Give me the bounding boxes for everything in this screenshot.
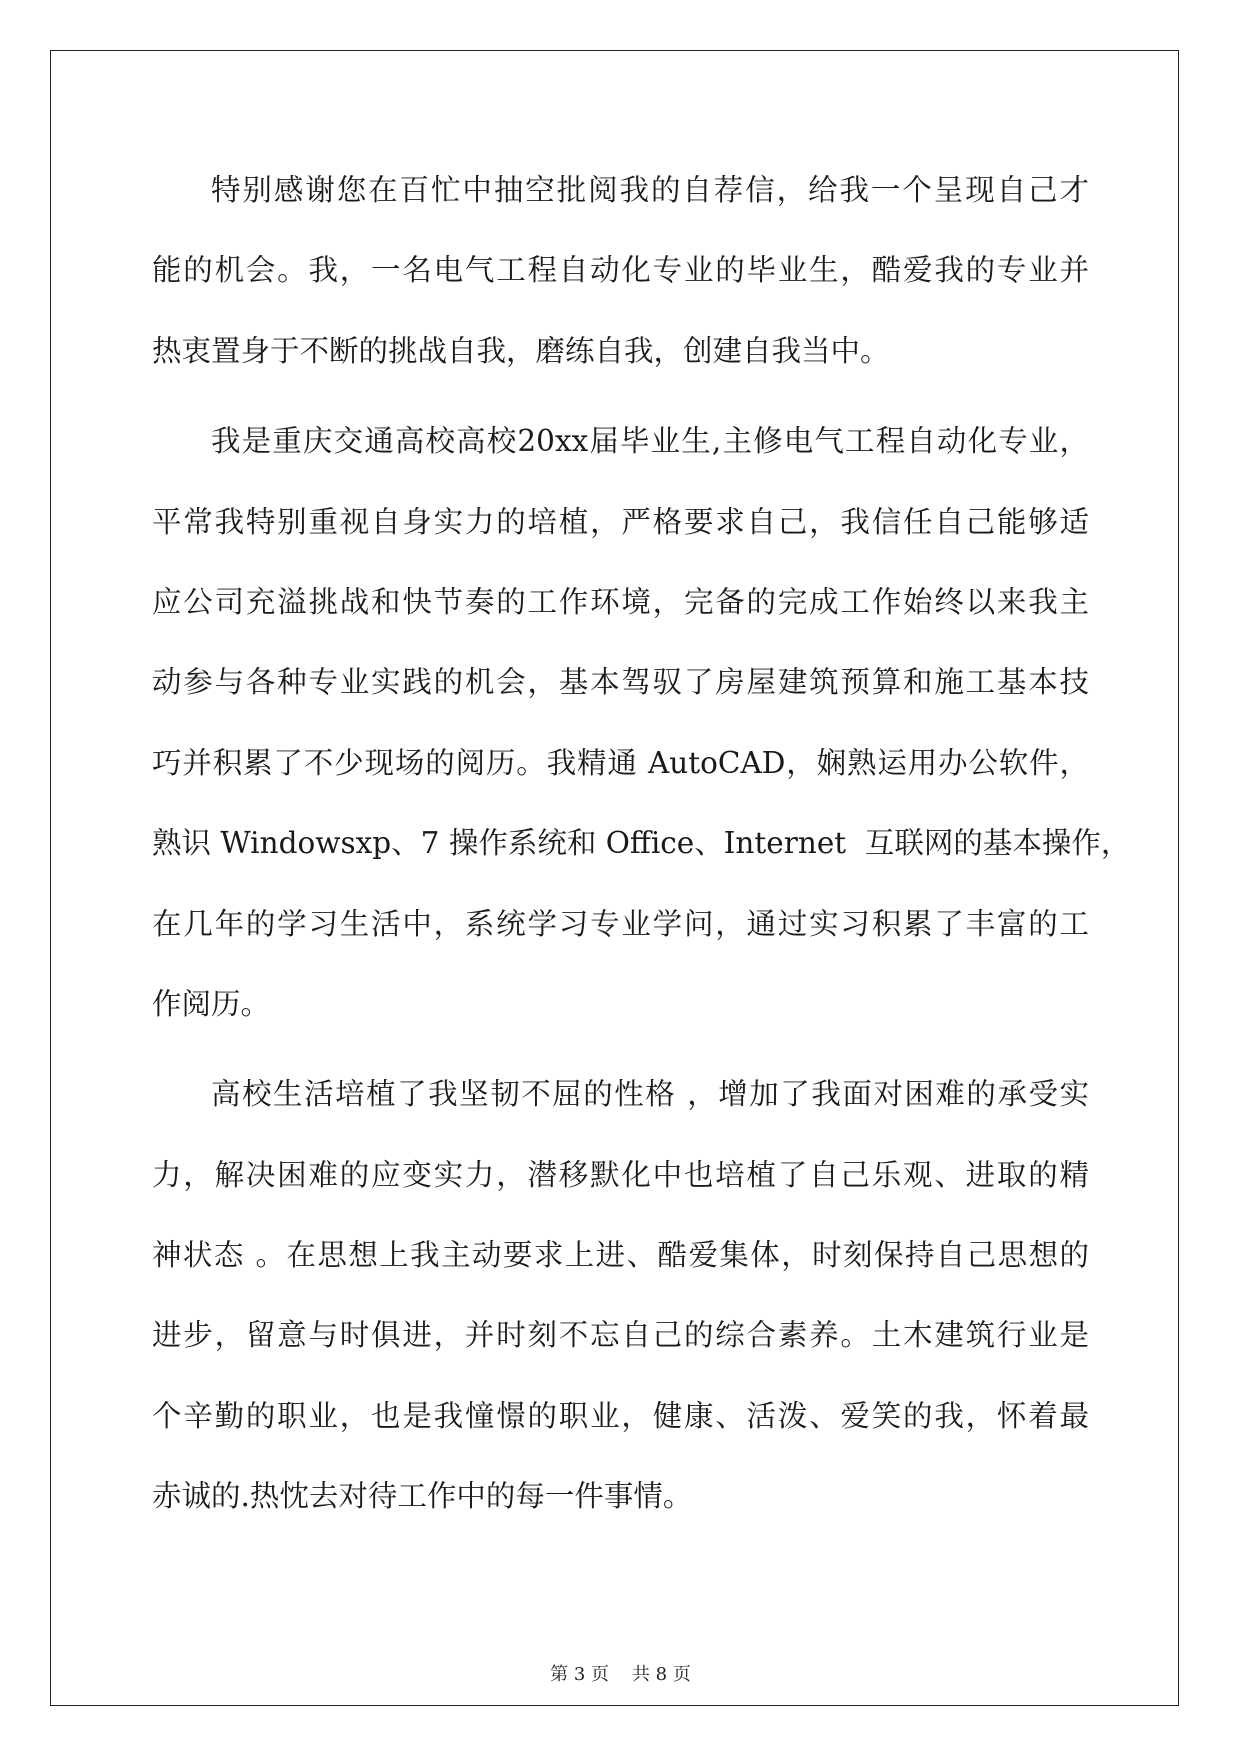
paragraph-2-line-3: 应公司充溢挑战和快节奏的工作环境，完备的完成工作始终以来我主 [152, 584, 1089, 619]
paragraph-3-line-3: 神状态 。在思想上我主动要求上进、酷爱集体，时刻保持自己思想的 [152, 1238, 1089, 1273]
paragraph-2-line-1: 我是重庆交通高校高校20xx届毕业生,主修电气工程自动化专业， [211, 424, 1089, 459]
paragraph-3-line-4: 进步，留意与时俱进，并时刻不忘自己的综合素养。土木建筑行业是 [152, 1318, 1089, 1353]
paragraph-2-line-5: 巧并积累了不少现场的阅历。我精通 AutoCAD，娴熟运用办公软件， [152, 745, 1089, 780]
paragraph-2-line-2: 平常我特别重视自身实力的培植，严格要求自己，我信任自己能够适 [152, 504, 1089, 539]
paragraph-2-line-7: 在几年的学习生活中，系统学习专业学问，通过实习积累了丰富的工 [152, 906, 1089, 941]
paragraph-3-line-5: 个辛勤的职业，也是我憧憬的职业，健康、活泼、爱笑的我，怀着最 [152, 1398, 1089, 1433]
paragraph-2-line-6: 熟识 Windowsxp、7 操作系统和 Office、Internet 互联网的基本操作， [152, 826, 1131, 861]
paragraph-2-line-4: 动参与各种专业实践的机会，基本驾驭了房屋建筑预算和施工基本技 [152, 665, 1089, 700]
paragraph-1-line-1: 特别感谢您在百忙中抽空批阅我的自荐信，给我一个呈现自己才 [211, 173, 1089, 207]
paragraph-3-line-1: 高校生活培植了我坚韧不屈的性格 ，增加了我面对困难的承受实 [211, 1077, 1089, 1112]
paragraph-2-line-8: 作阅历。 [152, 986, 271, 1021]
paragraph-3-line-6: 赤诚的.热忱去对待工作中的每一件事情。 [152, 1479, 693, 1514]
letter-body [152, 150, 1131, 1537]
paragraph-3-line-2: 力，解决困难的应变实力，潜移默化中也培植了自己乐观、进取的精 [152, 1157, 1089, 1192]
page-number-footer: 第 3 页 共 8 页 [550, 1664, 691, 1685]
paragraph-1-line-2: 能的机会。我，一名电气工程自动化专业的毕业生，酷爱我的专业并 [152, 253, 1089, 288]
paragraph-1-line-3: 热衷置身于不断的挑战自我，磨练自我，创建自我当中。 [152, 333, 890, 368]
